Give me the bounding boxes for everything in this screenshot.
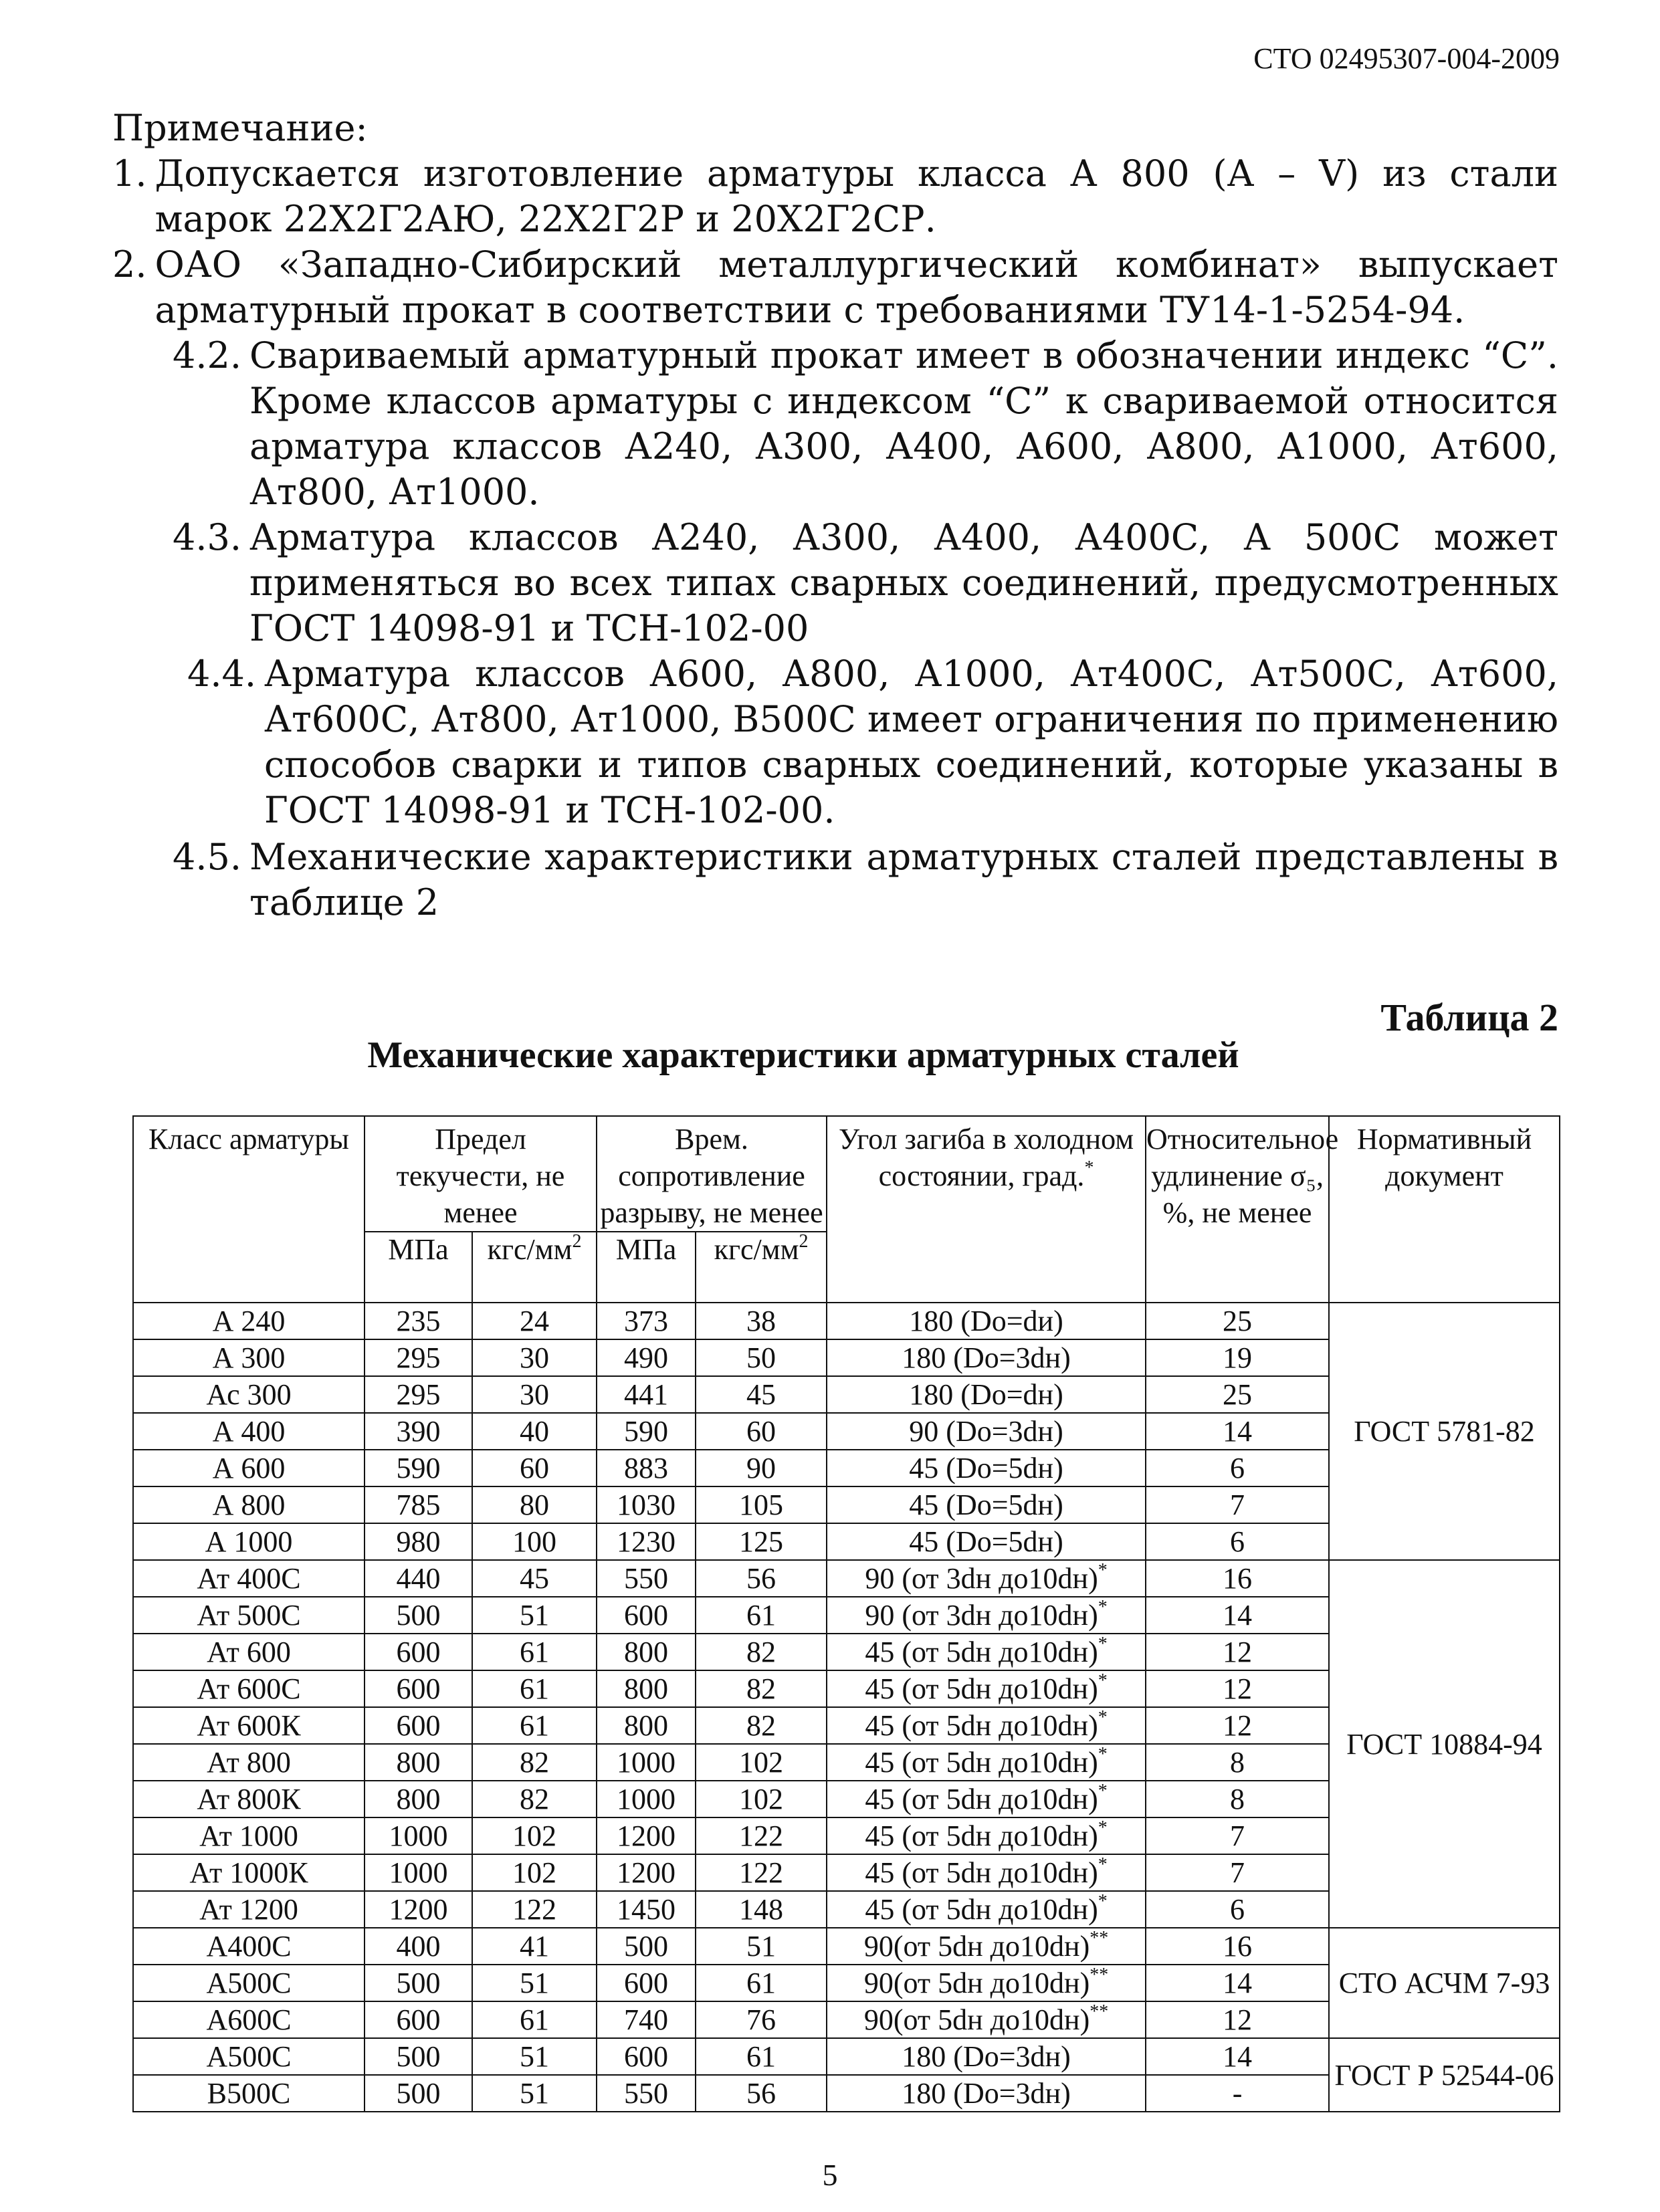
- cell-tensile-kgs: 50: [696, 1339, 827, 1376]
- cell-tensile-kgs: 102: [696, 1744, 827, 1781]
- header-kgs-exponent: 2: [799, 1231, 809, 1252]
- cell-yield-mpa: 235: [365, 1303, 472, 1339]
- cell-elongation: 12: [1146, 1634, 1329, 1670]
- cell-class: Ат 800: [133, 1744, 365, 1781]
- cell-yield-mpa: 400: [365, 1928, 472, 1965]
- cell-class: А400С: [133, 1928, 365, 1965]
- note-item-2: [112, 242, 1558, 333]
- cell-tensile-kgs: 61: [696, 1965, 827, 2001]
- note-item-text: Допускается изготовление арматуры класса А 800 (А – V) из стали марок 22Х2Г2АЮ, 22Х2Г2Р и 20Х2Г2СР.: [154, 152, 1558, 240]
- cell-yield-kgs: 30: [472, 1376, 597, 1413]
- paragraph-4-5: [173, 835, 1558, 925]
- header-tensile-strength: Врем. сопротивление разрыву, не менее: [597, 1116, 827, 1232]
- cell-yield-mpa: 590: [365, 1450, 472, 1486]
- cell-bend-angle: [827, 1486, 1146, 1523]
- note-item-1: [112, 151, 1558, 242]
- cell-bend-angle: [827, 1817, 1146, 1854]
- cell-elongation: 6: [1146, 1891, 1329, 1928]
- cell-tensile-mpa: 1230: [597, 1523, 696, 1560]
- cell-yield-kgs: 45: [472, 1560, 597, 1597]
- bend-angle-text: 45 (от 5dн до10dн): [865, 1746, 1098, 1779]
- cell-class: А 300: [133, 1339, 365, 1376]
- cell-tensile-kgs: 82: [696, 1634, 827, 1670]
- cell-class: Ат 400С: [133, 1560, 365, 1597]
- cell-tensile-kgs: 56: [696, 2075, 827, 2112]
- cell-tensile-kgs: 76: [696, 2001, 827, 2038]
- cell-tensile-kgs: 56: [696, 1560, 827, 1597]
- header-class: Класс арматуры: [133, 1116, 365, 1303]
- footnote-mark: *: [1084, 1157, 1094, 1178]
- bend-angle-text: 180 (Do=3dн): [902, 2077, 1071, 2110]
- cell-yield-kgs: 41: [472, 1928, 597, 1965]
- bend-angle-text: 45 (от 5dн до10dн): [865, 1783, 1098, 1815]
- cell-tensile-kgs: 122: [696, 1854, 827, 1891]
- cell-yield-kgs: 51: [472, 2075, 597, 2112]
- cell-yield-kgs: 61: [472, 2001, 597, 2038]
- cell-yield-mpa: 600: [365, 2001, 472, 2038]
- bend-angle-text: 45 (от 5dн до10dн): [865, 1819, 1098, 1852]
- paragraph-text: Арматура классов А600, А800, А1000, Ат400С, Ат500С, Ат600, Ат600С, Ат800, Ат1000, В500С имеет ограничения по применению способов сварки и типов сварных соединений, которые указаны в ГОСТ 14098-91 и ТСН-102-00.: [264, 653, 1558, 831]
- cell-bend-angle: [827, 1854, 1146, 1891]
- header-mpa: МПа: [597, 1232, 696, 1303]
- cell-yield-mpa: 785: [365, 1486, 472, 1523]
- footnote-mark: *: [1098, 1817, 1108, 1838]
- header-kgs-exponent: 2: [572, 1231, 582, 1252]
- cell-yield-kgs: 82: [472, 1781, 597, 1817]
- table-row: [133, 1560, 1560, 1597]
- cell-bend-angle: [827, 2075, 1146, 2112]
- cell-elongation: 8: [1146, 1744, 1329, 1781]
- bend-angle-text: 45 (от 5dн до10dн): [865, 1709, 1098, 1742]
- cell-tensile-kgs: 90: [696, 1450, 827, 1486]
- cell-tensile-mpa: 1200: [597, 1817, 696, 1854]
- cell-yield-mpa: 800: [365, 1744, 472, 1781]
- header-normative-doc: Нормативный документ: [1329, 1116, 1560, 1303]
- cell-tensile-kgs: 148: [696, 1891, 827, 1928]
- header-kgs: [472, 1232, 597, 1303]
- cell-tensile-mpa: 740: [597, 2001, 696, 2038]
- cell-tensile-kgs: 61: [696, 1597, 827, 1634]
- cell-class: Ат 1000К: [133, 1854, 365, 1891]
- bend-angle-text: 45 (от 5dн до10dн): [865, 1636, 1098, 1668]
- cell-yield-kgs: 24: [472, 1303, 597, 1339]
- cell-elongation: 7: [1146, 1817, 1329, 1854]
- cell-yield-kgs: 82: [472, 1744, 597, 1781]
- cell-elongation: -: [1146, 2075, 1329, 2112]
- bend-angle-text: 90(от 5dн до10dн): [863, 2003, 1090, 2036]
- cell-tensile-kgs: 45: [696, 1376, 827, 1413]
- cell-yield-mpa: 500: [365, 1965, 472, 2001]
- header-yield-strength: Предел текучести, не менее: [365, 1116, 597, 1232]
- table-body: [133, 1303, 1560, 2112]
- bend-angle-text: 90 (от 3dн до10dн): [865, 1562, 1098, 1595]
- cell-normative-doc: СТО АСЧМ 7-93: [1329, 1928, 1560, 2038]
- header-bend-angle-text: Угол загиба в холодном состоянии, град.: [838, 1123, 1134, 1192]
- cell-elongation: 14: [1146, 1413, 1329, 1450]
- cell-tensile-mpa: 500: [597, 1928, 696, 1965]
- cell-bend-angle: [827, 1413, 1146, 1450]
- properties-table: [132, 1115, 1560, 2112]
- cell-yield-mpa: 295: [365, 1339, 472, 1376]
- paragraph-4-3: [173, 515, 1558, 651]
- cell-yield-mpa: 800: [365, 1781, 472, 1817]
- cell-yield-mpa: 600: [365, 1707, 472, 1744]
- cell-normative-doc: ГОСТ 5781-82: [1329, 1303, 1560, 1560]
- cell-tensile-mpa: 800: [597, 1670, 696, 1707]
- bend-angle-text: 180 (Do=3dн): [902, 1341, 1071, 1374]
- cell-tensile-kgs: 122: [696, 1817, 827, 1854]
- cell-bend-angle: [827, 1670, 1146, 1707]
- footnote-mark: **: [1090, 2001, 1109, 2022]
- table-row: [133, 1928, 1560, 1965]
- cell-tensile-mpa: 1030: [597, 1486, 696, 1523]
- cell-class: А 800: [133, 1486, 365, 1523]
- cell-yield-kgs: 61: [472, 1707, 597, 1744]
- cell-class: А 240: [133, 1303, 365, 1339]
- cell-yield-kgs: 80: [472, 1486, 597, 1523]
- header-kgs-text: кгс/мм: [714, 1233, 799, 1266]
- page-number: 5: [822, 2158, 838, 2192]
- cell-tensile-kgs: 82: [696, 1707, 827, 1744]
- paragraph-text: Свариваемый арматурный прокат имеет в обозначении индекс “С”. Кроме классов арматуры с индексом “С” к свариваемой относится арматура классов А240, А300, А400, А600, А800, А1000, Ат600, Ат800, Ат1000.: [249, 334, 1558, 513]
- note-item-text: ОАО «Западно-Сибирский металлургический комбинат» выпускает арматурный прокат в соответствии с требованиями ТУ14-1-5254-94.: [154, 243, 1558, 331]
- cell-tensile-mpa: 441: [597, 1376, 696, 1413]
- footnote-mark: *: [1098, 1670, 1108, 1691]
- cell-class: Ат 800К: [133, 1781, 365, 1817]
- cell-class: В500С: [133, 2075, 365, 2112]
- cell-tensile-kgs: 61: [696, 2038, 827, 2075]
- cell-bend-angle: [827, 1891, 1146, 1928]
- footnote-mark: *: [1098, 1744, 1108, 1765]
- cell-class: Ат 600К: [133, 1707, 365, 1744]
- document-code: СТО 02495307-004-2009: [1253, 42, 1560, 75]
- paragraph-text: Арматура классов А240, А300, А400, А400С, А 500С может применяться во всех типах сварных соединений, предусмотренных ГОСТ 14098-91 и ТСН-102-00: [249, 516, 1558, 649]
- cell-tensile-mpa: 490: [597, 1339, 696, 1376]
- bend-angle-text: 45 (от 5dн до10dн): [865, 1893, 1098, 1926]
- cell-class: А600С: [133, 2001, 365, 2038]
- cell-elongation: 14: [1146, 1597, 1329, 1634]
- cell-yield-kgs: 100: [472, 1523, 597, 1560]
- bend-angle-text: 45 (Do=5dн): [909, 1452, 1063, 1484]
- cell-elongation: 14: [1146, 1965, 1329, 2001]
- table-header-row: [133, 1116, 1560, 1232]
- cell-elongation: 7: [1146, 1854, 1329, 1891]
- cell-bend-angle: [827, 1965, 1146, 2001]
- cell-bend-angle: [827, 2038, 1146, 2075]
- cell-tensile-mpa: 373: [597, 1303, 696, 1339]
- header-kgs-text: кгс/мм: [487, 1233, 573, 1266]
- cell-yield-kgs: 40: [472, 1413, 597, 1450]
- cell-elongation: 25: [1146, 1376, 1329, 1413]
- table-row: [133, 1303, 1560, 1339]
- cell-class: А 400: [133, 1413, 365, 1450]
- footnote-mark: *: [1098, 1781, 1108, 1801]
- paragraph-number: 4.3.: [173, 516, 242, 558]
- cell-tensile-mpa: 800: [597, 1634, 696, 1670]
- cell-yield-mpa: 390: [365, 1413, 472, 1450]
- cell-tensile-mpa: 550: [597, 1560, 696, 1597]
- cell-tensile-mpa: 800: [597, 1707, 696, 1744]
- paragraph-number: 4.4.: [187, 653, 257, 695]
- cell-bend-angle: [827, 1928, 1146, 1965]
- footnote-mark: *: [1098, 1560, 1108, 1581]
- cell-class: Ас 300: [133, 1376, 365, 1413]
- cell-yield-kgs: 102: [472, 1817, 597, 1854]
- cell-tensile-kgs: 105: [696, 1486, 827, 1523]
- cell-yield-kgs: 61: [472, 1634, 597, 1670]
- note-title: Примечание:: [112, 107, 368, 149]
- footnote-mark: *: [1098, 1891, 1108, 1912]
- cell-tensile-kgs: 82: [696, 1670, 827, 1707]
- header-mpa: МПа: [365, 1232, 472, 1303]
- cell-yield-mpa: 440: [365, 1560, 472, 1597]
- cell-yield-mpa: 600: [365, 1670, 472, 1707]
- cell-yield-kgs: 60: [472, 1450, 597, 1486]
- cell-normative-doc: ГОСТ Р 52544-06: [1329, 2038, 1560, 2112]
- header-bend-angle: [827, 1116, 1146, 1303]
- cell-tensile-mpa: 590: [597, 1413, 696, 1450]
- cell-bend-angle: [827, 2001, 1146, 2038]
- cell-class: Ат 600С: [133, 1670, 365, 1707]
- cell-tensile-mpa: 600: [597, 1965, 696, 2001]
- paragraph-number: 4.2.: [173, 334, 242, 376]
- cell-bend-angle: [827, 1597, 1146, 1634]
- bend-angle-text: 90(от 5dн до10dн): [863, 1930, 1090, 1963]
- cell-elongation: 16: [1146, 1928, 1329, 1965]
- bend-angle-text: 90(от 5dн до10dн): [863, 1967, 1090, 1999]
- footnote-mark: *: [1098, 1634, 1108, 1654]
- bend-angle-text: 180 (Do=dн): [909, 1378, 1063, 1411]
- cell-class: Ат 600: [133, 1634, 365, 1670]
- cell-bend-angle: [827, 1523, 1146, 1560]
- note-item-number: 1.: [112, 152, 147, 195]
- cell-class: А500С: [133, 1965, 365, 2001]
- cell-class: А 1000: [133, 1523, 365, 1560]
- cell-bend-angle: [827, 1376, 1146, 1413]
- cell-class: А 600: [133, 1450, 365, 1486]
- cell-yield-kgs: 51: [472, 1597, 597, 1634]
- cell-tensile-kgs: 125: [696, 1523, 827, 1560]
- cell-tensile-mpa: 600: [597, 2038, 696, 2075]
- cell-tensile-kgs: 60: [696, 1413, 827, 1450]
- cell-normative-doc: ГОСТ 10884-94: [1329, 1560, 1560, 1928]
- header-kgs: [696, 1232, 827, 1303]
- bend-angle-text: 180 (Do=dи): [909, 1305, 1063, 1337]
- cell-yield-mpa: 1200: [365, 1891, 472, 1928]
- cell-bend-angle: [827, 1339, 1146, 1376]
- cell-tensile-kgs: 51: [696, 1928, 827, 1965]
- cell-elongation: 25: [1146, 1303, 1329, 1339]
- cell-tensile-kgs: 102: [696, 1781, 827, 1817]
- cell-bend-angle: [827, 1450, 1146, 1486]
- cell-yield-kgs: 30: [472, 1339, 597, 1376]
- cell-bend-angle: [827, 1560, 1146, 1597]
- header-elongation: Относительное удлинение σ₅, %, не менее: [1146, 1116, 1329, 1303]
- cell-bend-angle: [827, 1744, 1146, 1781]
- cell-elongation: 16: [1146, 1560, 1329, 1597]
- bend-angle-text: 90 (Do=3dн): [909, 1415, 1063, 1448]
- cell-class: Ат 1000: [133, 1817, 365, 1854]
- cell-yield-mpa: 500: [365, 1597, 472, 1634]
- table-row: [133, 2038, 1560, 2075]
- cell-tensile-mpa: 1000: [597, 1781, 696, 1817]
- cell-yield-mpa: 980: [365, 1523, 472, 1560]
- cell-elongation: 7: [1146, 1486, 1329, 1523]
- cell-bend-angle: [827, 1634, 1146, 1670]
- cell-yield-mpa: 1000: [365, 1854, 472, 1891]
- cell-yield-mpa: 600: [365, 1634, 472, 1670]
- cell-tensile-mpa: 883: [597, 1450, 696, 1486]
- paragraph-4-2: [173, 333, 1558, 515]
- note-item-number: 2.: [112, 243, 147, 286]
- cell-class: Ат 1200: [133, 1891, 365, 1928]
- bend-angle-text: 45 (от 5dн до10dн): [865, 1856, 1098, 1889]
- cell-bend-angle: [827, 1707, 1146, 1744]
- cell-yield-kgs: 51: [472, 2038, 597, 2075]
- cell-yield-mpa: 500: [365, 2075, 472, 2112]
- footnote-mark: *: [1098, 1707, 1108, 1728]
- cell-elongation: 12: [1146, 1707, 1329, 1744]
- cell-bend-angle: [827, 1781, 1146, 1817]
- footnote-mark: **: [1090, 1928, 1109, 1949]
- cell-tensile-mpa: 1200: [597, 1854, 696, 1891]
- cell-tensile-mpa: 550: [597, 2075, 696, 2112]
- cell-tensile-mpa: 600: [597, 1597, 696, 1634]
- paragraph-number: 4.5.: [173, 836, 242, 878]
- bend-angle-text: 45 (Do=5dн): [909, 1488, 1063, 1521]
- paragraph-4-4: [187, 651, 1558, 833]
- cell-elongation: 14: [1146, 2038, 1329, 2075]
- cell-yield-kgs: 122: [472, 1891, 597, 1928]
- cell-tensile-mpa: 1450: [597, 1891, 696, 1928]
- bend-angle-text: 180 (Do=3dн): [902, 2040, 1071, 2073]
- paragraph-text: Механические характеристики арматурных сталей представлены в таблице 2: [249, 836, 1558, 923]
- cell-yield-mpa: 295: [365, 1376, 472, 1413]
- cell-class: Ат 500С: [133, 1597, 365, 1634]
- bend-angle-text: 45 (Do=5dн): [909, 1525, 1063, 1558]
- cell-class: А500С: [133, 2038, 365, 2075]
- cell-elongation: 19: [1146, 1339, 1329, 1376]
- cell-elongation: 8: [1146, 1781, 1329, 1817]
- cell-elongation: 12: [1146, 1670, 1329, 1707]
- cell-yield-mpa: 500: [365, 2038, 472, 2075]
- cell-yield-kgs: 61: [472, 1670, 597, 1707]
- cell-yield-kgs: 51: [472, 1965, 597, 2001]
- cell-elongation: 6: [1146, 1523, 1329, 1560]
- cell-tensile-mpa: 1000: [597, 1744, 696, 1781]
- cell-elongation: 12: [1146, 2001, 1329, 2038]
- table-number: Таблица 2: [1380, 996, 1558, 1039]
- cell-yield-kgs: 102: [472, 1854, 597, 1891]
- cell-elongation: 6: [1146, 1450, 1329, 1486]
- bend-angle-text: 45 (от 5dн до10dн): [865, 1672, 1098, 1705]
- table-title: Механические характеристики арматурных сталей: [367, 1034, 1239, 1076]
- cell-bend-angle: [827, 1303, 1146, 1339]
- footnote-mark: **: [1090, 1965, 1109, 1985]
- bend-angle-text: 90 (от 3dн до10dн): [865, 1599, 1098, 1632]
- footnote-mark: *: [1098, 1854, 1108, 1875]
- cell-yield-mpa: 1000: [365, 1817, 472, 1854]
- footnote-mark: *: [1098, 1597, 1108, 1618]
- cell-tensile-kgs: 38: [696, 1303, 827, 1339]
